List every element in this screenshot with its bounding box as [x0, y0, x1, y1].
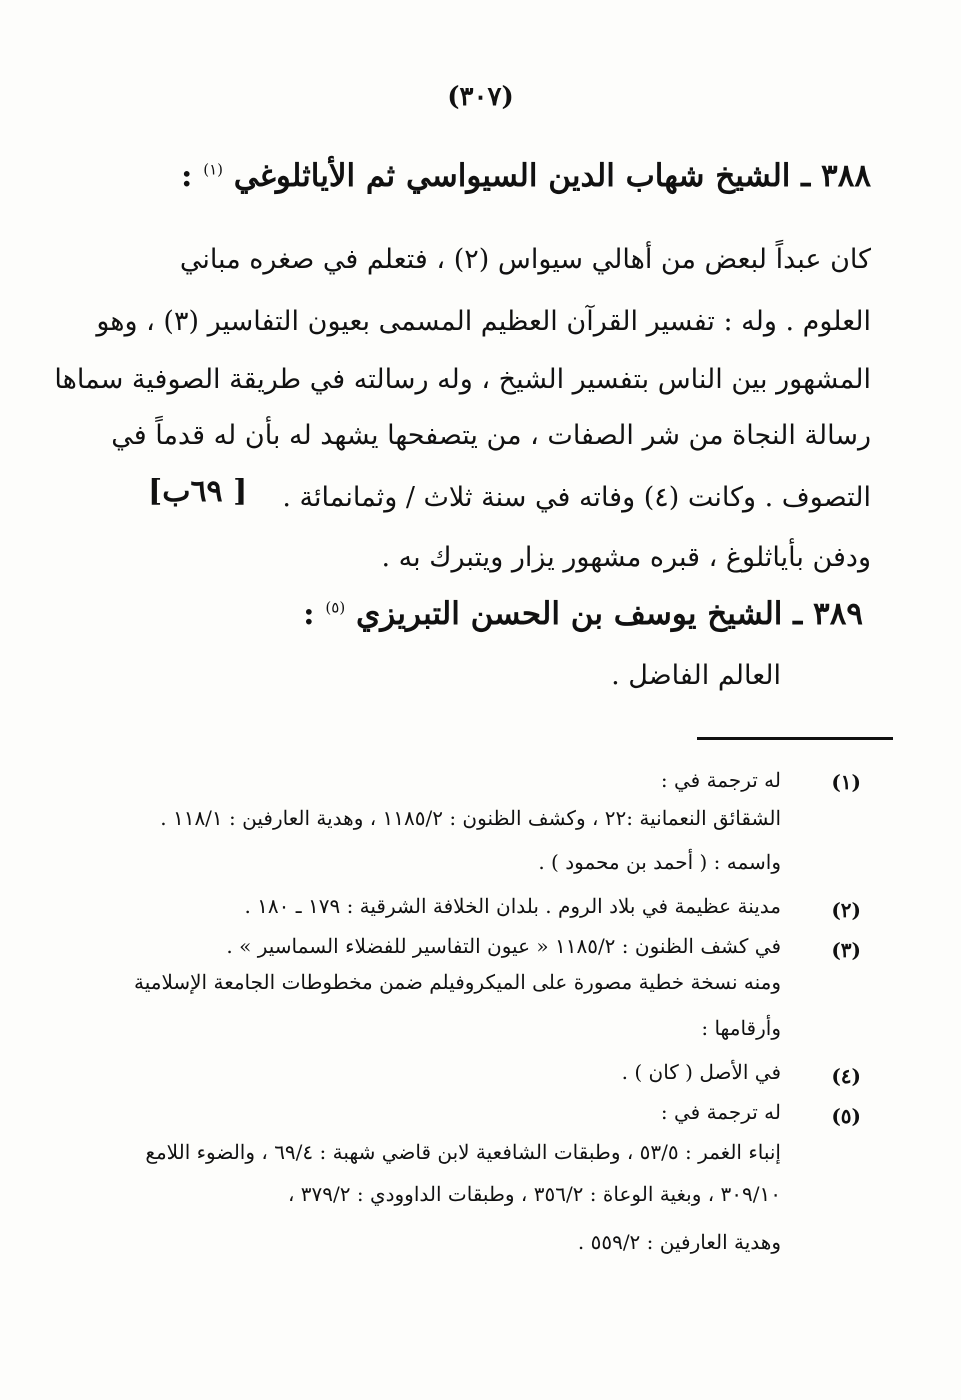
footnote-5-line-1: له ترجمة في :	[660, 1100, 781, 1124]
footnote-5-line-4: وهدية العارفين : ٥٥٩/٢ .	[577, 1230, 781, 1254]
folio-marker: [ ٦٩ب]	[148, 474, 248, 509]
footnote-5-line-3: ٣٠٩/١٠ ، وبغية الوعاة : ٣٥٦/٢ ، وطبقات الداوودي : ٣٧٩/٢ ،	[287, 1182, 781, 1206]
footnote-1-line-2: الشقائق النعمانية :٢٢ ، وكشف الظنون : ١١٨٥/٢ ، وهدية العارفين : ١١٨/١ .	[160, 806, 781, 830]
body-line-3: المشهور بين الناس بتفسير الشيخ ، وله رسالته في طريقة الصوفية سماها	[54, 364, 871, 395]
entry-389-heading	[303, 596, 863, 632]
footnote-number-4: (٤)	[831, 1064, 861, 1088]
body-line-1: كان عبداً لبعض من أهالي سيواس (٢) ، فتعلم في صغره مباني	[179, 244, 871, 275]
body-line-6: ودفن بأياثلوغ ، قبره مشهور يزار ويتبرك به .	[381, 542, 871, 573]
entry-388-number: ٣٨٨ ـ	[801, 158, 871, 194]
footnote-number-2: (٢)	[831, 898, 861, 922]
footnote-number-5: (٥)	[831, 1104, 861, 1128]
footnote-3-line-3: وأرقامها :	[701, 1016, 781, 1040]
entry-389-number: ٣٨٩ ـ	[793, 596, 863, 632]
entry-388-heading	[181, 158, 871, 194]
entry-388-colon: :	[180, 158, 193, 194]
page-number: (٣٠٧)	[447, 82, 514, 112]
footnote-2-line-1: مدينة عظيمة في بلاد الروم . بلدان الخلافة الشرقية : ١٧٩ ـ ١٨٠ .	[244, 894, 781, 918]
footnote-separator	[697, 737, 893, 740]
entry-389-colon: :	[303, 596, 315, 632]
entry-389-title: الشيخ يوسف بن الحسن التبريزي	[356, 596, 783, 632]
body-line-5: التصوف . وكانت (٤) وفاته في سنة ثلاث / وثمانمائة .	[282, 482, 871, 513]
body-line-2: العلوم . وله : تفسير القرآن العظيم المسمى بعيون التفاسير (٣) ، وهو	[96, 306, 871, 337]
entry-389-note-ref: (٥)	[325, 598, 346, 617]
footnote-1-line-3: واسمه : ( أحمد بن محمود ) .	[538, 850, 781, 874]
entry-388-note-ref: (١)	[203, 160, 223, 179]
footnote-3-line-2: ومنه نسخة خطية مصورة على الميكروفيلم ضمن مخطوطات الجامعة الإسلامية	[133, 970, 781, 994]
footnote-5-line-2: إنباء الغمر : ٥٣/٥ ، وطبقات الشافعية لابن قاضي شهبة : ٦٩/٤ ، والضوء اللامع	[145, 1140, 781, 1164]
footnote-number-1: (١)	[831, 770, 861, 794]
entry-388-title: الشيخ شهاب الدين السيواسي ثم الأياثلوغي	[233, 158, 791, 194]
footnote-number-3: (٣)	[831, 938, 861, 962]
footnote-1-line-1: له ترجمة في :	[660, 768, 781, 792]
footnote-4-line-1: في الأصل ( كان ) .	[621, 1060, 781, 1084]
entry-389-line: العالم الفاضل .	[611, 660, 781, 691]
body-line-4: رسالة النجاة من شر الصفات ، من يتصفحها يشهد له بأن له قدماً في	[111, 420, 871, 451]
footnote-3-line-1: في كشف الظنون : ١١٨٥/٢ « عيون التفاسير للفضلاء السماسير » .	[226, 934, 781, 958]
